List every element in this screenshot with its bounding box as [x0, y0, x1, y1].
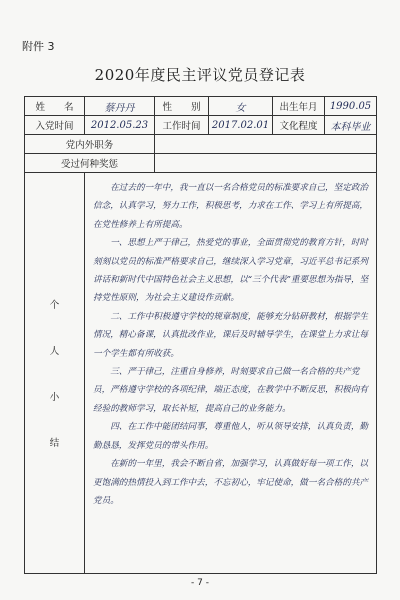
summary-paragraph: 二、工作中积极遵守学校的规章制度，能够充分钻研教材，根据学生情况，精心备课，认真批改作业，课后及时辅导学生，在课堂上力求让每一个学生都有所收获。	[93, 311, 369, 359]
side-char: 结	[49, 438, 60, 449]
join-party-value: 2012.05.23	[85, 116, 155, 135]
row-dates	[25, 116, 377, 135]
row-basic-info	[25, 97, 377, 116]
summary-paragraph: 在过去的一年中，我一直以一名合格党员的标准要求自己，坚定政治信念，认真学习，努力工作，积极思考，力求在工作、学习上有所提高，在党性修养上有所提高。	[93, 183, 369, 230]
party-post-value	[155, 135, 377, 154]
name-label: 姓 名	[25, 97, 85, 116]
gender-label: 性 别	[155, 97, 209, 116]
gender-value: 女	[209, 97, 273, 116]
summary-paragraph: 三、严于律己，注重自身修养，时刻要求自己做一名合格的共产党员，严格遵守学校的各项纪律，端正态度，在教学中不断反思，积极向有经验的教师学习，取长补短，提高自己的业务能力。	[93, 367, 369, 414]
birth-label: 出生年月	[273, 97, 325, 116]
work-time-value: 2017.02.01	[209, 116, 273, 135]
birth-value: 1990.05	[325, 97, 377, 116]
side-char: 人	[49, 346, 60, 357]
join-party-label: 入党时间	[25, 116, 85, 135]
side-char: 小	[49, 392, 60, 403]
awards-value	[155, 154, 377, 173]
side-char: 个	[49, 300, 60, 311]
form-title: 2020年度民主评议党员登记表	[94, 66, 306, 84]
summary-paragraph: 在新的一年里，我会不断自省，加强学习，认真做好每一项工作，以更饱满的热情投入到工作中去，不忘初心，牢记使命，做一名合格的共产党员。	[93, 459, 369, 506]
attachment-label: 附件 3	[22, 40, 55, 53]
summary-side-label	[25, 173, 85, 574]
registration-table	[24, 96, 377, 574]
summary-paragraph: 一、思想上严于律己，热爱党的事业，全面贯彻党的教育方针，时时刻刻以党员的标准严格要求自己，继续深入学习党章，习近平总书记系列讲话和新时代中国特色社会主义思想，以“三个代表”重要思想为指导，坚持党性原则，为社会主义建设作贡献。	[93, 238, 369, 304]
summary-text	[85, 173, 377, 574]
summary-paragraph: 四、在工作中能团结同事，尊重他人，听从领导安排，认真负责，勤勤恳恳，发挥党员的带头作用。	[93, 422, 369, 451]
awards-label: 受过何种奖惩	[25, 154, 155, 173]
work-time-label: 工作时间	[155, 116, 209, 135]
row-awards	[25, 154, 377, 173]
page-number: - 7 -	[191, 578, 209, 588]
row-party-post	[25, 135, 377, 154]
name-value: 蔡丹丹	[85, 97, 155, 116]
party-post-label: 党内外职务	[25, 135, 155, 154]
education-label: 文化程度	[273, 116, 325, 135]
row-summary	[25, 173, 377, 574]
education-value: 本科毕业	[325, 116, 377, 135]
